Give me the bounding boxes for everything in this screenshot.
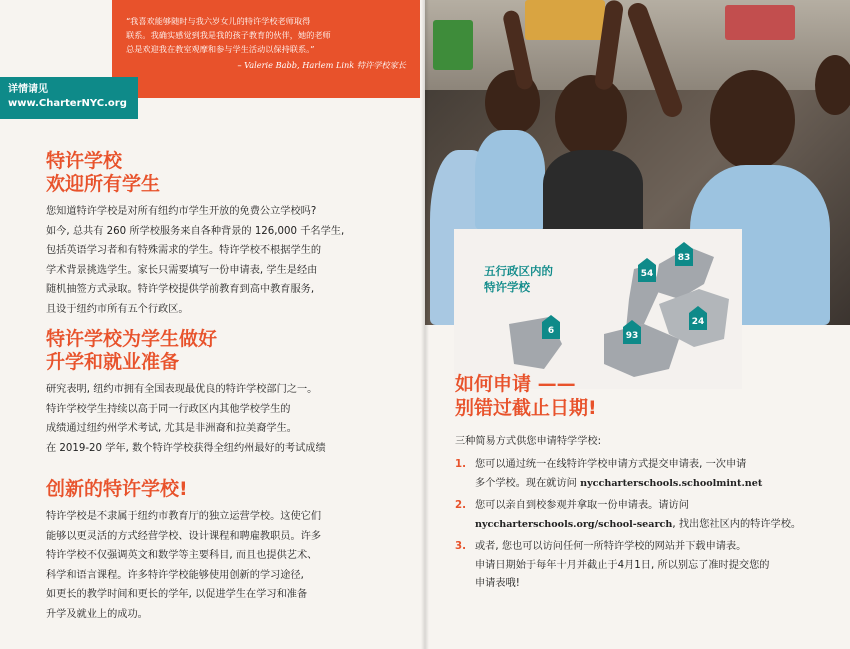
body-line: 研究表明, 纽约市拥有全国表现最优良的特许学校部门之一。 xyxy=(46,384,318,395)
step-number: 1. xyxy=(455,459,466,470)
quote-text xyxy=(126,14,406,56)
body-line: 能够以更灵活的方式经营学校、设计课程和聘雇教职员。许多 xyxy=(46,530,322,542)
section-innovative xyxy=(46,478,376,624)
step-line: 或者, 您也可以访问任何一所特许学校的网站并下载申请表。 xyxy=(475,541,747,552)
green-bin xyxy=(433,20,473,70)
borough-map xyxy=(454,229,742,389)
apply-intro: 三种简易方式供您申请特学学校: xyxy=(455,436,602,447)
apply-steps xyxy=(455,456,815,598)
map-pin xyxy=(675,242,693,266)
map-pin-label: 24 xyxy=(691,317,705,327)
schoolmint-link[interactable]: nyccharterschools.schoolmint.net xyxy=(580,477,763,489)
info-tab-url[interactable]: www.CharterNYC.org xyxy=(8,98,127,109)
body-line: 您知道特许学校是对所有纽约市学生开放的免费公立学校吗? xyxy=(46,206,317,217)
quote-line: “我喜欢能够随时与我六岁女儿的特许学校老师取得 xyxy=(126,16,311,26)
section-prepare-title xyxy=(46,328,376,374)
quote-author: – Valerie Babb, Harlem Link 特许学校家长 xyxy=(237,60,406,70)
section-prepare-body xyxy=(46,380,376,458)
student-head xyxy=(710,70,795,170)
step-line xyxy=(475,475,762,494)
info-tab xyxy=(0,77,138,119)
quote-line: 联系。我确实感觉到我是我的孩子教育的伙伴，她的老师 xyxy=(126,30,331,40)
map-title-line: 五行政区内的 xyxy=(484,264,553,278)
student-head xyxy=(555,75,627,159)
apply-title-line: 如何申请 —— xyxy=(455,373,576,395)
step-line: 您可以通过统一在线特许学校申请方式提交申请表, 一次申请 xyxy=(475,459,747,470)
step-line xyxy=(475,516,801,535)
section-welcome xyxy=(46,150,376,319)
title-line: 特许学校 xyxy=(46,150,123,172)
section-innovative-title: 创新的特许学校! xyxy=(46,478,188,500)
apply-title xyxy=(455,372,597,420)
title-line: 特许学校为学生做好 xyxy=(46,328,218,350)
body-line: 特许学校学生持续以高于同一行政区内其他学校学生的 xyxy=(46,403,291,415)
body-line: 包括英语学习者和有特殊需求的学生。特许学校不根据学生的 xyxy=(46,245,322,256)
apply-step xyxy=(455,538,815,594)
step-text: , 找出您社区内的特许学校。 xyxy=(672,518,802,530)
apply-step xyxy=(455,456,815,493)
info-tab-label: 详情请见 xyxy=(8,84,48,95)
step-line: 您可以亲自到校参观并拿取一份申请表。请访问 xyxy=(475,500,689,511)
right-page xyxy=(425,0,850,649)
step-number: 3. xyxy=(455,541,466,552)
step-line: 申请表哦! xyxy=(475,578,520,589)
section-welcome-body xyxy=(46,202,376,319)
title-line: 升学和就业准备 xyxy=(46,351,180,373)
step-number: 2. xyxy=(455,500,466,511)
page-fold xyxy=(421,0,429,649)
wall-poster xyxy=(725,5,795,40)
body-line: 升学及就业上的成功。 xyxy=(46,608,148,620)
section-welcome-title xyxy=(46,150,376,196)
map-pin-label: 6 xyxy=(547,326,555,336)
title-line: 欢迎所有学生 xyxy=(46,173,161,195)
apply-step xyxy=(455,497,815,534)
map-region-brooklyn xyxy=(604,324,679,377)
body-line: 如更长的教学时间和更长的学年, 以促进学生在学习和准备 xyxy=(46,589,308,600)
body-line: 特许学校不仅强调英文和数学等主要科目, 而且也提供艺术、 xyxy=(46,550,318,561)
school-search-link[interactable]: nyccharterschools.org/school-search xyxy=(475,518,673,530)
map-pin-label: 83 xyxy=(677,253,691,263)
wall-poster xyxy=(525,0,605,40)
student-head xyxy=(815,55,850,115)
step-text: 多个学校。现在就访问 xyxy=(475,477,581,489)
section-prepare xyxy=(46,328,376,458)
body-line: 特许学校是不隶属于纽约市教育厅的独立运营学校。这使它们 xyxy=(46,511,322,522)
body-line: 科学和语言课程。许多特许学校能够使用创新的学习途径, xyxy=(46,569,304,581)
body-line: 学术背景挑选学生。家长只需要填写一份申请表, 学生是经由 xyxy=(46,264,318,276)
student xyxy=(475,130,545,230)
step-line: 申请日期始于每年十月并截止于4月1日, 所以别忘了准时提交您的 xyxy=(475,559,770,571)
body-line: 随机抽签方式录取。特许学校提供学前教育到高中教育服务, xyxy=(46,284,315,295)
map-pin-label: 93 xyxy=(625,331,639,341)
quote-box xyxy=(112,0,420,98)
quote-line: 总是欢迎我在教室观摩和参与学生活动以保持联系。” xyxy=(126,44,315,54)
body-line: 成绩通过纽约州学术考试, 尤其是非洲裔和拉美裔学生。 xyxy=(46,423,297,434)
student xyxy=(543,150,643,235)
map-pin-label: 54 xyxy=(640,269,654,279)
section-innovative-body xyxy=(46,507,376,624)
body-line: 且设于纽约市所有五个行政区。 xyxy=(46,303,189,315)
apply-title-line: 别错过截止日期! xyxy=(455,397,597,419)
borough-map-card xyxy=(454,229,742,389)
map-title xyxy=(484,263,553,295)
body-line: 如今, 总共有 260 所学校服务来自各种背景的 126,000 千名学生, xyxy=(46,225,345,237)
map-title-line: 特许学校 xyxy=(484,280,530,294)
map-pin xyxy=(638,258,656,282)
body-line: 在 2019-20 学年, 数个特许学校获得全纽约州最好的考试成绩 xyxy=(46,442,326,454)
